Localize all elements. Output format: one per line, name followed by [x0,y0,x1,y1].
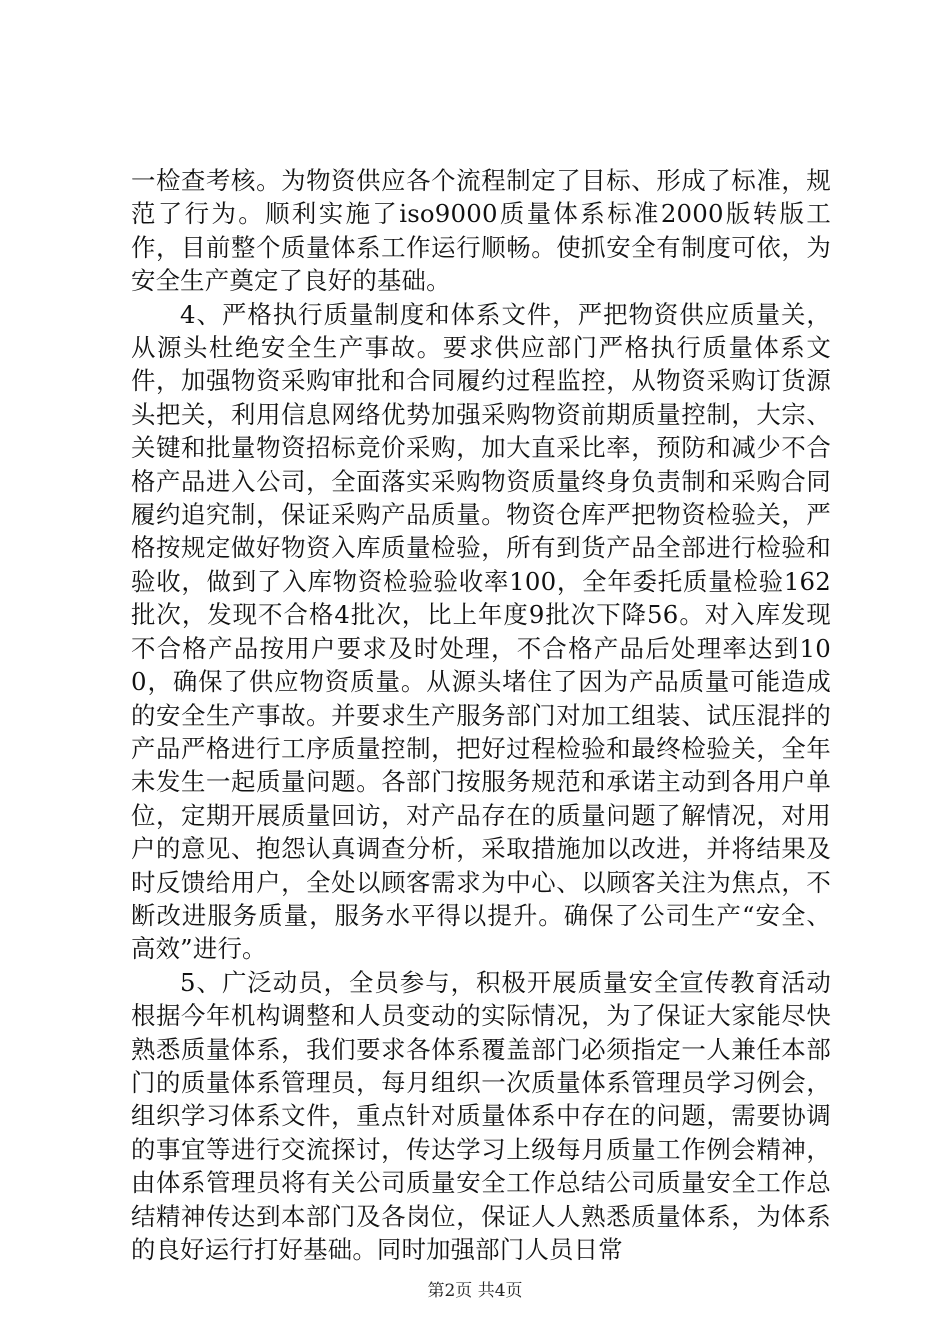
paragraph-continuation: 一检查考核。为物资供应各个流程制定了目标、形成了标准，规范了行为。顺利实施了iso9000质量体系标准2000版转版工作，目前整个质量体系工作运行顺畅。使抓安全有制度可依，为安全生产奠定了良好的基础。 [131,166,831,296]
document-body [131,164,831,1266]
paragraph-item-5: 5、广泛动员，全员参与，积极开展质量安全宣传教育活动根据今年机构调整和人员变动的实际情况，为了保证大家能尽快熟悉质量体系，我们要求各体系覆盖部门必须指定一人兼任本部门的质量体系管理员，每月组织一次质量体系管理员学习例会，组织学习体系文件，重点针对质量体系中存在的问题，需要协调的事宜等进行交流探讨，传达学习上级每月质量工作例会精神，由体系管理员将有关公司质量安全工作总结公司质量安全工作总结精神传达到本部门及各岗位，保证人人熟悉质量体系，为体系的良好运行打好基础。同时加强部门人员日常 [131,967,831,1264]
page-number-footer: 第2页 共4页 [427,1281,523,1301]
paragraph-item-4: 4、严格执行质量制度和体系文件，严把物资供应质量关，从源头杜绝安全生产事故。要求供应部门严格执行质量体系文件，加强物资采购审批和合同履约过程监控，从物资采购订货源头把关，利用信息网络优势加强采购物资前期质量控制，大宗、关键和批量物资招标竞价采购，加大直采比率，预防和减少不合格产品进入公司，全面落实采购物资质量终身负责制和采购合同履约追究制，保证采购产品质量。物资仓库严把物资检验关，严格按规定做好物资入库质量检验，所有到货产品全部进行检验和验收，做到了入库物资检验验收率100，全年委托质量检验162批次，发现不合格4批次，比上年度9批次下降56。对入库发现不合格产品按用户要求及时处理，不合格产品后处理率达到100，确保了供应物资质量。从源头堵住了因为产品质量可能造成的安全生产事故。并要求生产服务部门对加工组装、试压混拌的产品严格进行工序质量控制，把好过程检验和最终检验关，全年未发生一起质量问题。各部门按服务规范和承诺主动到各用户单位，定期开展质量回访，对产品存在的质量问题了解情况，对用户的意见、抱怨认真调查分析，采取措施加以改进，并将结果及时反馈给用户，全处以顾客需求为中心、以顾客关注为焦点，不断改进服务质量，服务水平得以提升。确保了公司生产“安全、高效”进行。 [131,299,831,964]
